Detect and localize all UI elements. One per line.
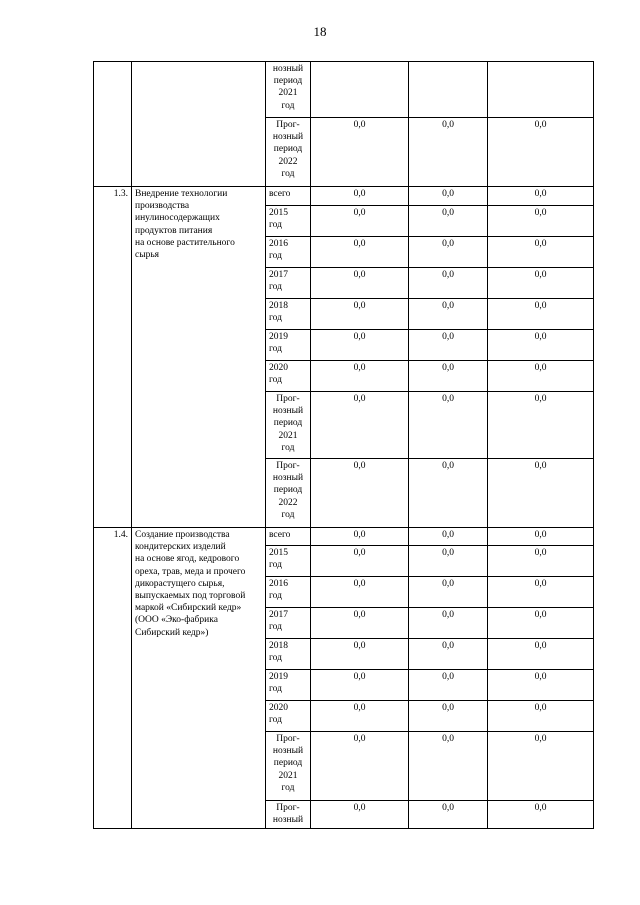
period-cell: 2016 год bbox=[266, 237, 311, 268]
period-cell: 2016 год bbox=[266, 577, 311, 608]
value-cell: 0,0 bbox=[409, 639, 488, 670]
value-cell: 0,0 bbox=[311, 361, 409, 392]
value-cell: 0,0 bbox=[409, 459, 488, 528]
period-cell: 2020 год bbox=[266, 701, 311, 732]
period-cell: Прог- нозный период 2022 год bbox=[266, 118, 311, 187]
value-cell: 0,0 bbox=[409, 187, 488, 206]
value-cell: 0,0 bbox=[311, 459, 409, 528]
value-cell: 0,0 bbox=[409, 392, 488, 459]
value-cell: 0,0 bbox=[488, 639, 594, 670]
value-cell: 0,0 bbox=[409, 118, 488, 187]
value-cell bbox=[488, 62, 594, 118]
period-cell: нозный период 2021 год bbox=[266, 62, 311, 118]
value-cell: 0,0 bbox=[409, 299, 488, 330]
value-cell: 0,0 bbox=[488, 528, 594, 546]
period-cell: Прог- нозный период 2022 год bbox=[266, 459, 311, 528]
period-cell: 2017 год bbox=[266, 608, 311, 639]
period-cell: Прог- нозный период 2021 год bbox=[266, 392, 311, 459]
value-cell bbox=[311, 62, 409, 118]
item-number bbox=[94, 62, 132, 187]
value-cell: 0,0 bbox=[488, 187, 594, 206]
item-name: Создание производства кондитерских изделий на основе ягод, кедрового ореха, трав, меда и прочего дикорастущего сырья, выпускаемых под торговой маркой «Сибирский кедр» (ООО «Эко-фабрика Сибирский кедр») bbox=[132, 528, 266, 829]
period-cell: Прог- нозный bbox=[266, 801, 311, 829]
value-cell: 0,0 bbox=[311, 801, 409, 829]
value-cell: 0,0 bbox=[488, 546, 594, 577]
period-cell: 2019 год bbox=[266, 330, 311, 361]
value-cell: 0,0 bbox=[409, 608, 488, 639]
value-cell: 0,0 bbox=[409, 577, 488, 608]
item-number: 1.4. bbox=[94, 528, 132, 829]
value-cell: 0,0 bbox=[409, 330, 488, 361]
period-cell: всего bbox=[266, 187, 311, 206]
value-cell: 0,0 bbox=[311, 237, 409, 268]
value-cell: 0,0 bbox=[409, 237, 488, 268]
value-cell: 0,0 bbox=[311, 639, 409, 670]
value-cell: 0,0 bbox=[488, 299, 594, 330]
value-cell: 0,0 bbox=[488, 237, 594, 268]
item-name: Внедрение технологии производства инулиносодержащих продуктов питания на основе растительного сырья bbox=[132, 187, 266, 528]
page-number: 18 bbox=[313, 24, 327, 39]
item-name bbox=[132, 62, 266, 187]
value-cell: 0,0 bbox=[488, 330, 594, 361]
value-cell: 0,0 bbox=[488, 392, 594, 459]
value-cell: 0,0 bbox=[488, 701, 594, 732]
value-cell: 0,0 bbox=[409, 732, 488, 801]
table-row bbox=[94, 187, 594, 206]
value-cell: 0,0 bbox=[311, 206, 409, 237]
table-body bbox=[94, 62, 594, 829]
period-cell: 2015 год bbox=[266, 546, 311, 577]
value-cell: 0,0 bbox=[409, 206, 488, 237]
value-cell: 0,0 bbox=[409, 361, 488, 392]
value-cell: 0,0 bbox=[311, 670, 409, 701]
value-cell: 0,0 bbox=[409, 801, 488, 829]
period-cell: 2018 год bbox=[266, 639, 311, 670]
value-cell: 0,0 bbox=[311, 187, 409, 206]
value-cell: 0,0 bbox=[409, 546, 488, 577]
value-cell: 0,0 bbox=[409, 701, 488, 732]
value-cell: 0,0 bbox=[311, 608, 409, 639]
value-cell: 0,0 bbox=[311, 268, 409, 299]
value-cell: 0,0 bbox=[311, 701, 409, 732]
period-cell: 2015 год bbox=[266, 206, 311, 237]
table-row bbox=[94, 528, 594, 546]
period-cell: Прог- нозный период 2021 год bbox=[266, 732, 311, 801]
value-cell: 0,0 bbox=[311, 299, 409, 330]
value-cell: 0,0 bbox=[488, 670, 594, 701]
value-cell: 0,0 bbox=[311, 528, 409, 546]
value-cell: 0,0 bbox=[488, 459, 594, 528]
value-cell: 0,0 bbox=[311, 392, 409, 459]
budget-table bbox=[93, 61, 594, 829]
value-cell: 0,0 bbox=[311, 732, 409, 801]
value-cell: 0,0 bbox=[488, 801, 594, 829]
period-cell: 2019 год bbox=[266, 670, 311, 701]
value-cell bbox=[409, 62, 488, 118]
value-cell: 0,0 bbox=[409, 670, 488, 701]
period-cell: всего bbox=[266, 528, 311, 546]
value-cell: 0,0 bbox=[488, 732, 594, 801]
value-cell: 0,0 bbox=[488, 118, 594, 187]
period-cell: 2017 год bbox=[266, 268, 311, 299]
value-cell: 0,0 bbox=[488, 608, 594, 639]
value-cell: 0,0 bbox=[311, 577, 409, 608]
value-cell: 0,0 bbox=[311, 118, 409, 187]
period-cell: 2018 год bbox=[266, 299, 311, 330]
value-cell: 0,0 bbox=[488, 206, 594, 237]
value-cell: 0,0 bbox=[311, 330, 409, 361]
value-cell: 0,0 bbox=[488, 268, 594, 299]
value-cell: 0,0 bbox=[488, 361, 594, 392]
value-cell: 0,0 bbox=[409, 268, 488, 299]
period-cell: 2020 год bbox=[266, 361, 311, 392]
value-cell: 0,0 bbox=[409, 528, 488, 546]
table-row bbox=[94, 62, 594, 118]
value-cell: 0,0 bbox=[488, 577, 594, 608]
value-cell: 0,0 bbox=[311, 546, 409, 577]
item-number: 1.3. bbox=[94, 187, 132, 528]
